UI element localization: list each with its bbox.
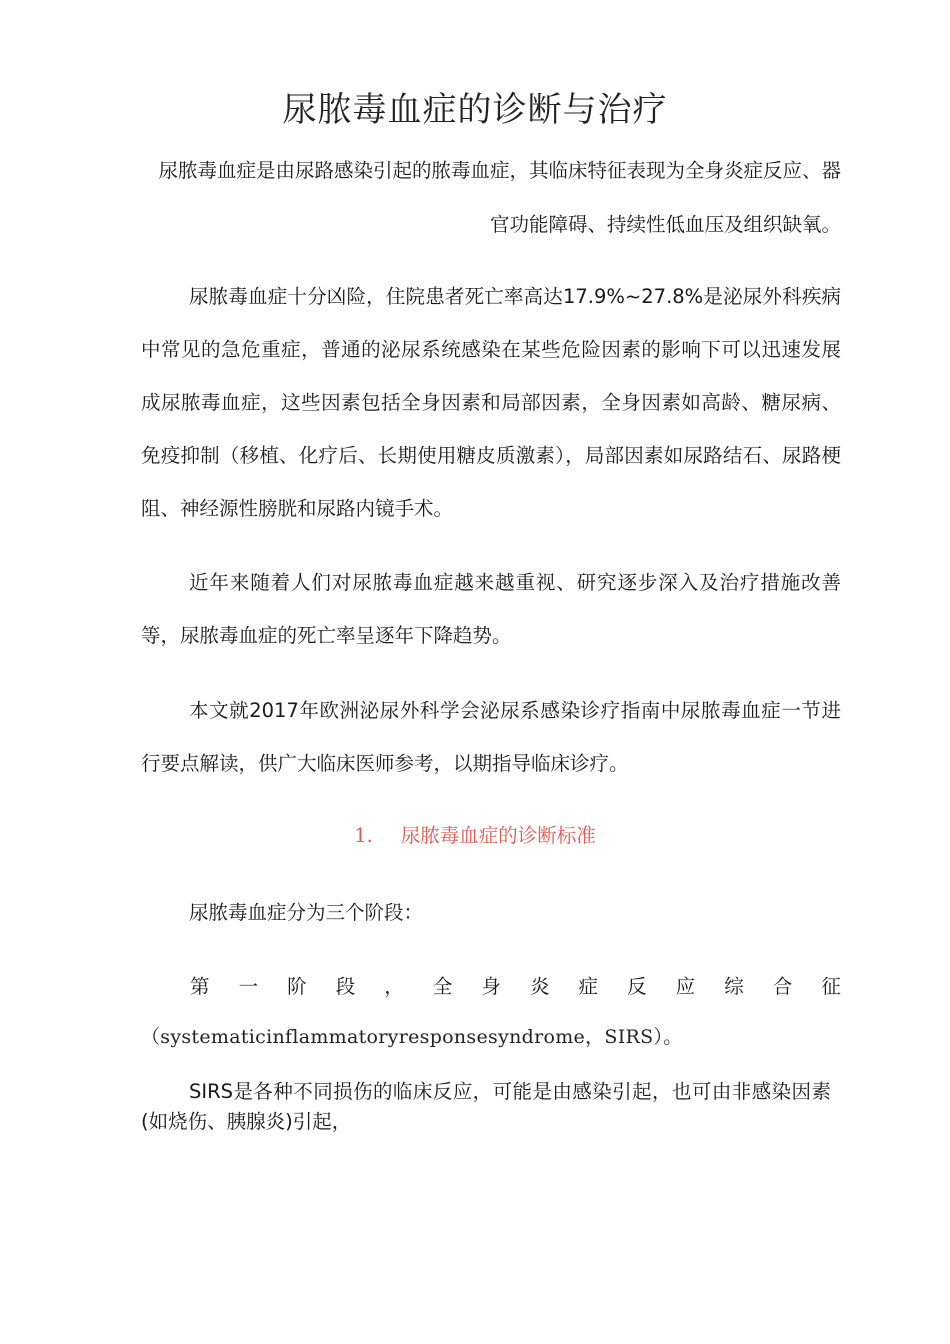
section-title: 尿脓毒血症的诊断标准 — [400, 824, 596, 847]
stage-1-char: 反 — [627, 975, 647, 998]
paragraph-sirs-definition: SIRS是各种不同损伤的临床反应，可能是由感染引起，也可由非感染因素(如烧伤、胰腺炎)引起， — [141, 1080, 831, 1133]
paragraph-guideline-intro: 本文就2017年欧洲泌尿外科学会泌尿系感染诊疗指南中尿脓毒血症一节进行要点解读，供广大临床医师参考，以期指导临床诊疗。 — [141, 699, 841, 775]
stage-1-char: 炎 — [529, 975, 550, 998]
stage-1-char: 一 — [238, 975, 259, 998]
section-number: 1. — [354, 824, 373, 847]
intro-paragraph: 尿脓毒血症是由尿路感染引起的脓毒血症，其临床特征表现为全身炎症反应、器官功能障碍、持续性低血压及组织缺氧。 — [158, 159, 841, 236]
stage-1-char: 第 — [190, 975, 210, 998]
paragraph-mortality-risk-factors: 尿脓毒血症十分凶险，住院患者死亡率高达17.9%~27.8%是泌尿外科疾病中常见的急危重症，普通的泌尿系统感染在某些危险因素的影响下可以迅速发展成尿脓毒血症，这些因素包括全身因素和局部因素，全身因素如高龄、糖尿病、免疫抑制（移植、化疗后、长期使用糖皮质激素），局部因素如尿路结石、尿路梗阻、神经源性膀胱和尿路内镜手术。 — [141, 285, 841, 520]
paragraph-three-stages: 尿脓毒血症分为三个阶段： — [189, 901, 424, 924]
stage-1-char: 征 — [821, 975, 841, 998]
stage-1-heading — [190, 960, 841, 1013]
stage-1-english-term: （systematicinflammatoryresponsesyndrome，SIRS）。 — [141, 1026, 683, 1048]
stage-1-char: 阶 — [287, 975, 307, 998]
section-heading-diagnosis — [0, 818, 950, 854]
page-title: 尿脓毒血症的诊断与治疗 — [282, 90, 668, 130]
paragraph-recent-trends: 近年来随着人们对尿脓毒血症越来越重视、研究逐步深入及治疗措施改善等，尿脓毒血症的死亡率呈逐年下降趋势。 — [141, 571, 841, 647]
stage-1-char: 全 — [432, 975, 453, 998]
stage-1-char: ， — [384, 975, 404, 998]
stage-1-char: 段 — [335, 975, 356, 998]
stage-1-char: 症 — [578, 975, 599, 998]
stage-1-char: 合 — [772, 975, 793, 998]
stage-1-char: 应 — [675, 975, 696, 998]
stage-1-char: 身 — [481, 975, 501, 998]
stage-1-char: 综 — [724, 975, 744, 998]
